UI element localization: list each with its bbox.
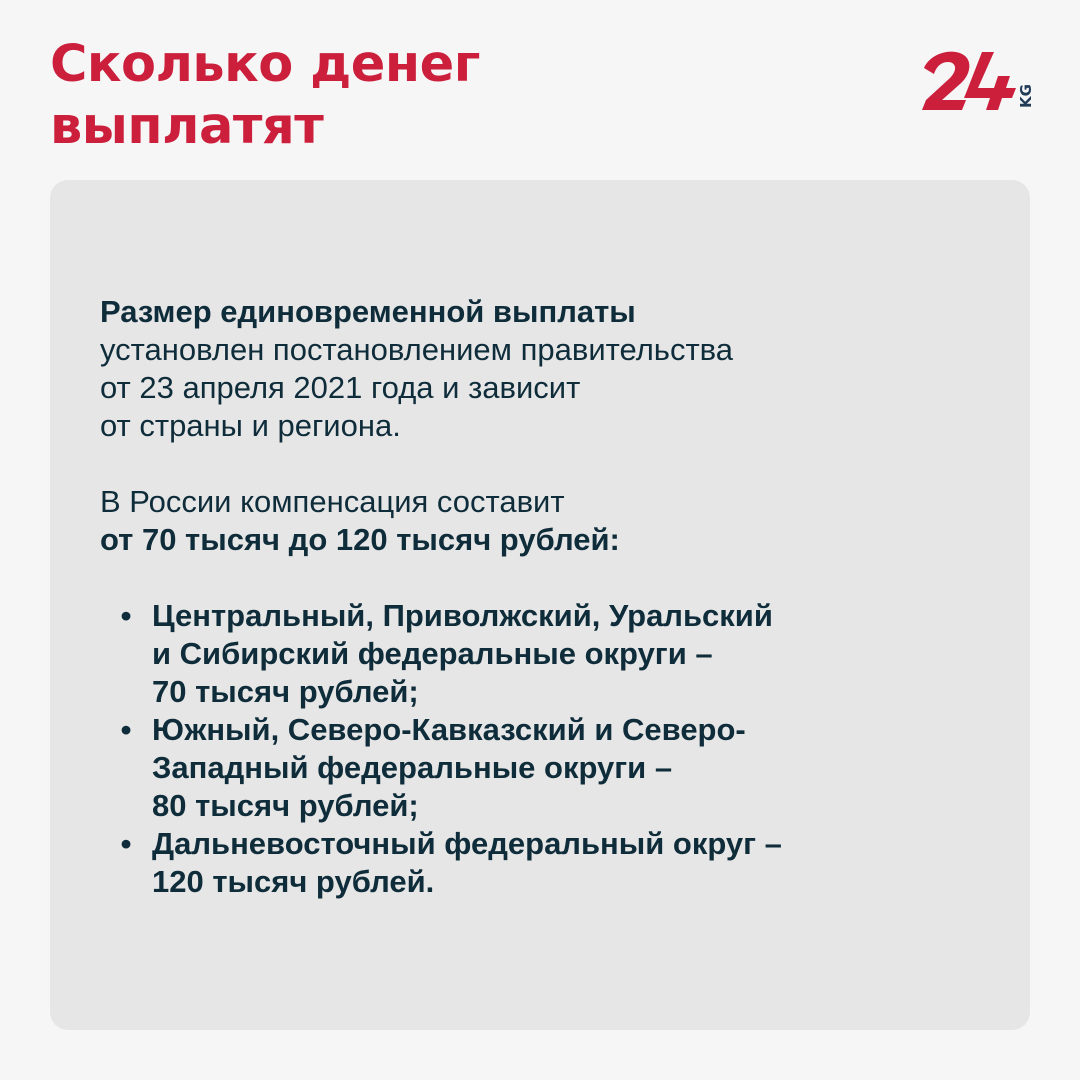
- russia-line: В России компенсация составит: [100, 484, 565, 519]
- list-item-line: Дальневосточный федеральный округ –: [152, 826, 782, 861]
- intro-line-1: установлен постановлением правительства: [100, 332, 734, 367]
- logo-suffix-text: KG: [1017, 84, 1035, 108]
- title-line-1: Сколько денег: [50, 35, 480, 94]
- intro-line-3: от страны и региона.: [100, 408, 401, 443]
- list-item: [100, 711, 980, 825]
- intro-line-2: от 23 апреля 2021 года и зависит: [100, 370, 581, 405]
- list-item: [100, 597, 980, 711]
- russia-amount-line: от 70 тысяч до 120 тысяч рублей:: [100, 522, 620, 557]
- list-item-line: Южный, Северо-Кавказский и Северо-: [152, 712, 746, 747]
- bullet-icon: •: [120, 826, 132, 861]
- 24kg-logo: [920, 46, 1036, 114]
- list-item: [100, 825, 980, 901]
- russia-paragraph: [100, 483, 980, 559]
- bullet-icon: •: [120, 712, 132, 747]
- title-line-2: выплатят: [50, 97, 324, 156]
- list-item-line: Центральный, Приволжский, Уральский: [152, 598, 773, 633]
- list-item-line: Западный федеральные округи –: [152, 750, 673, 785]
- list-item-line: и Сибирский федеральные округи –: [152, 636, 713, 671]
- list-item-line: 80 тысяч рублей;: [152, 788, 419, 823]
- page-title: [50, 34, 870, 158]
- intro-paragraph: [100, 293, 980, 445]
- 24kg-logo-mark: [920, 46, 1036, 114]
- intro-bold-line: Размер единовременной выплаты: [100, 294, 636, 329]
- region-list: [100, 597, 980, 901]
- list-item-line: 120 тысяч рублей.: [152, 864, 435, 899]
- card-content: [100, 293, 980, 901]
- bullet-icon: •: [120, 598, 132, 633]
- list-item-line: 70 тысяч рублей;: [152, 674, 419, 709]
